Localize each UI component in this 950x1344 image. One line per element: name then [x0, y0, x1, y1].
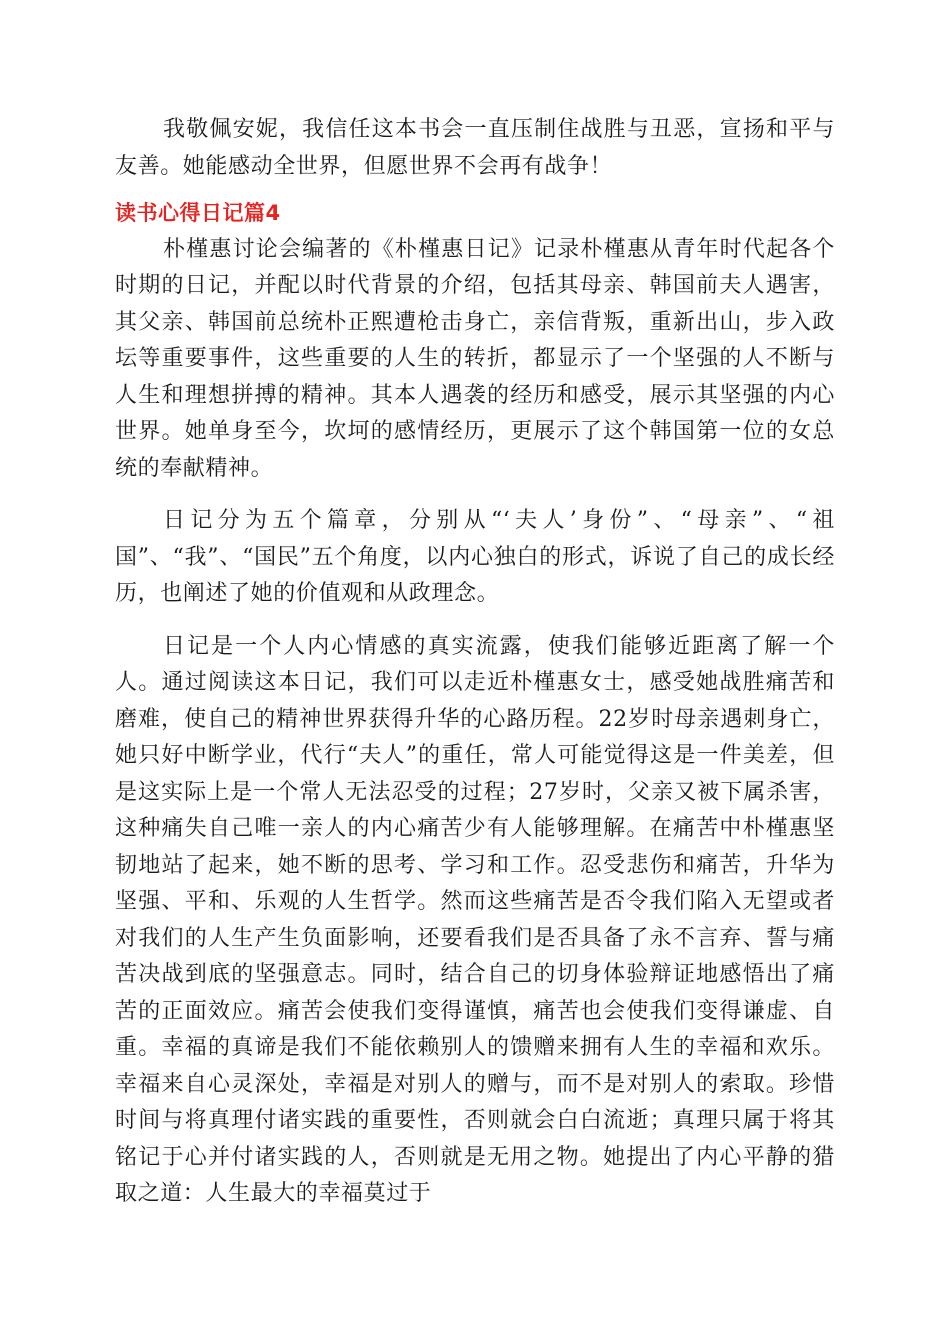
paragraph-1: 我敬佩安妮，我信任这本书会一直压制住战胜与丑恶，宣扬和平与友善。她能感动全世界，但愿世界不会再有战争！ [115, 117, 835, 179]
document-body [115, 112, 835, 1213]
paragraph-3: 日记分为五个篇章，分别从“‘夫人’身份”、“母亲”、“祖国”、“我”、“国民”五个角度，以内心独白的形式，诉说了自己的成长经历，也阐述了她的价值观和从政理念。 [115, 508, 835, 606]
section-heading: 读书心得日记篇4 [115, 201, 281, 225]
paragraph-2: 朴槿惠讨论会编著的《朴槿惠日记》记录朴槿惠从青年时代起各个时期的日记，并配以时代背景的介绍，包括其母亲、韩国前夫人遇害，其父亲、韩国前总统朴正熙遭枪击身亡，亲信背叛，重新出山，步入政坛等重要事件，这些重要的人生的转折，都显示了一个坚强的人不断与人生和理想拼搏的精神。其本人遇袭的经历和感受，展示其坚强的内心世界。她单身至今，坎坷的感情经历，更展示了这个韩国第一位的女总统的奉献精神。 [115, 236, 835, 481]
paragraph-4: 日记是一个人内心情感的真实流露，使我们能够近距离了解一个人。通过阅读这本日记，我们可以走近朴槿惠女士，感受她战胜痛苦和磨难，使自己的精神世界获得升华的心路历程。22岁时母亲遇刺身亡，她只好中断学业，代行“夫人”的重任，常人可能觉得这是一件美差，但是这实际上是一个常人无法忍受的过程；27岁时，父亲又被下属杀害，这种痛失自己唯一亲人的内心痛苦少有人能够理解。在痛苦中朴槿惠坚韧地站了起来，她不断的思考、学习和工作。忍受悲伤和痛苦，升华为坚强、平和、乐观的人生哲学。然而这些痛苦是否令我们陷入无望或者对我们的人生产生负面影响，还要看我们是否具备了永不言弃、誓与痛苦决战到底的坚强意志。同时，结合自己的切身体验辩证地感悟出了痛苦的正面效应。痛苦会使我们变得谨慎，痛苦也会使我们变得谦虚、自重。幸福的真谛是我们不能依赖别人的馈赠来拥有人生的幸福和欢乐。幸福来自心灵深处，幸福是对别人的赠与，而不是对别人的索取。珍惜时间与将真理付诸实践的重要性，否则就会白白流逝；真理只属于将其铭记于心并付诸实践的人，否则就是无用之物。她提出了内心平静的猎取之道：人生最大的幸福莫过于 [115, 633, 835, 1206]
